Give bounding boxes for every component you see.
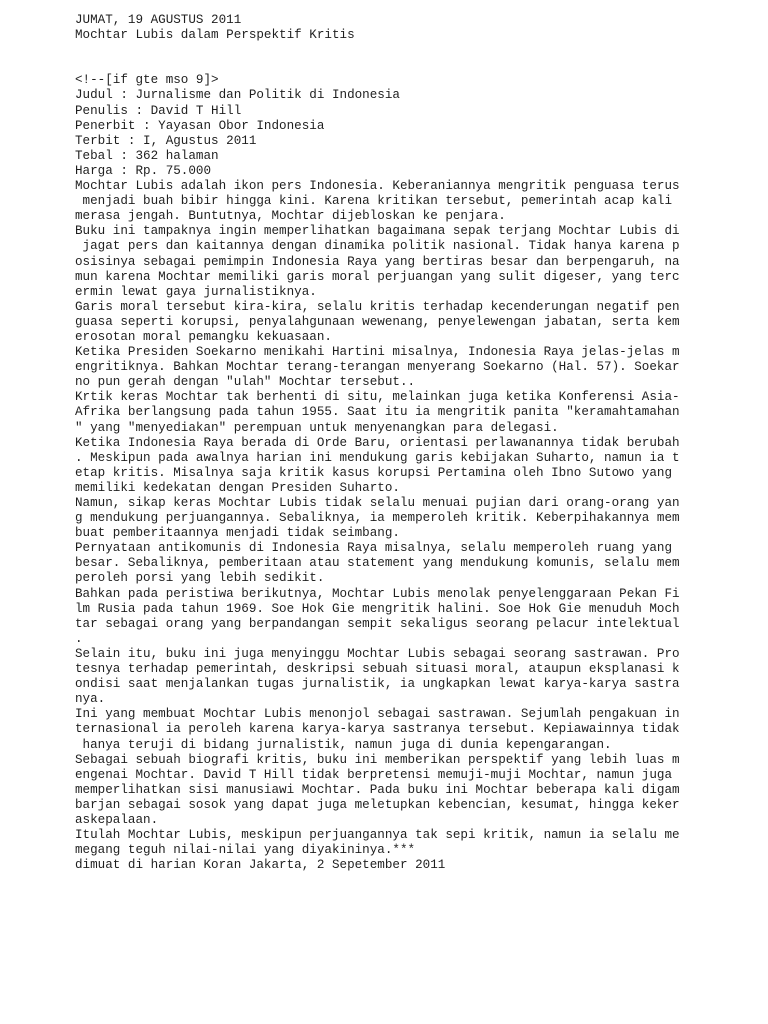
document-line: Itulah Mochtar Lubis, meskipun perjuangannya tak sepi kritik, namun ia selalu me xyxy=(75,828,680,843)
source-note: dimuat di harian Koran Jakarta, 2 Sepetember 2011 xyxy=(75,858,446,873)
document-line: Penulis : David T Hill xyxy=(75,103,242,118)
document-line: osisinya sebagai pemimpin Indonesia Raya yang bertiras besar dan berpengaruh, na xyxy=(75,254,680,269)
document-line: engritiknya. Bahkan Mochtar terang-terangan menyerang Soekarno (Hal. 57). Soekar xyxy=(75,360,680,375)
document-line: Penerbit : Yayasan Obor Indonesia xyxy=(75,118,325,133)
document-line: menjadi buah bibir hingga kini. Karena kritikan tersebut, pemerintah acap kali xyxy=(75,194,673,209)
document-line: Ketika Presiden Soekarno menikahi Hartini misalnya, Indonesia Raya jelas-jelas m xyxy=(75,345,680,360)
document-line: engenai Mochtar. David T Hill tidak berpretensi memuji-muji Mochtar, namun juga xyxy=(75,767,673,782)
document-line: erosotan moral pemangku kekuasaan. xyxy=(75,329,332,344)
document-line: Harga : Rp. 75.000 xyxy=(75,163,212,178)
document-page xyxy=(75,13,755,873)
document-line: <!--[if gte mso 9]> xyxy=(75,73,219,88)
document-line: no pun gerah dengan "ulah" Mochtar tersebut.. xyxy=(75,375,416,390)
document-line: merasa jengah. Buntutnya, Mochtar dijebloskan ke penjara. xyxy=(75,209,506,224)
document-line: Garis moral tersebut kira-kira, selalu kritis terhadap kecenderungan negatif pen xyxy=(75,299,680,314)
document-line: nya. xyxy=(75,692,106,707)
document-line: megang teguh nilai-nilai yang diyakininya.*** xyxy=(75,843,416,858)
document-line: buat pemberitaannya menjadi tidak seimbang. xyxy=(75,526,400,541)
document-line: lm Rusia pada tahun 1969. Soe Hok Gie mengritik halini. Soe Hok Gie menuduh Moch xyxy=(75,601,680,616)
document-line: askepalaan. xyxy=(75,812,159,827)
document-line: besar. Sebaliknya, pemberitaan atau statement yang mendukung komunis, selalu mem xyxy=(75,556,680,571)
document-line: etap kritis. Misalnya saja kritik kasus korupsi Pertamina oleh Ibno Sutowo yang xyxy=(75,465,673,480)
document-line: Judul : Jurnalisme dan Politik di Indonesia xyxy=(75,88,400,103)
document-line xyxy=(75,43,755,58)
document-line: memperlihatkan sisi manusiawi Mochtar. Pada buku ini Mochtar beberapa kali digam xyxy=(75,782,680,797)
document-line: " yang "menyediakan" perempuan untuk menyenangkan para delegasi. xyxy=(75,420,559,435)
document-line: Krtik keras Mochtar tak berhenti di situ, melainkan juga ketika Konferensi Asia- xyxy=(75,390,680,405)
document-line: Pernyataan antikomunis di Indonesia Raya misalnya, selalu memperoleh ruang yang xyxy=(75,541,673,556)
document-line: Sebagai sebuah biografi kritis, buku ini memberikan perspektif yang lebih luas m xyxy=(75,752,680,767)
document-line: hanya teruji di bidang jurnalistik, namun juga di dunia kepengarangan. xyxy=(75,737,612,752)
post-title: Mochtar Lubis dalam Perspektif Kritis xyxy=(75,28,355,43)
document-body xyxy=(75,13,755,873)
document-line: mun karena Mochtar memiliki garis moral perjuangan yang sulit digeser, yang terc xyxy=(75,269,680,284)
post-date: JUMAT, 19 AGUSTUS 2011 xyxy=(75,13,242,27)
document-line: Ketika Indonesia Raya berada di Orde Baru, orientasi perlawanannya tidak berubah xyxy=(75,435,680,450)
document-line: guasa seperti korupsi, penyalahgunaan wewenang, penyelewengan jabatan, serta kem xyxy=(75,314,680,329)
document-line: ondisi saat menjalankan tugas jurnalistik, ia ungkapkan lewat karya-karya sastra xyxy=(75,677,680,692)
document-line: tesnya terhadap pemerintah, deskripsi sebuah situasi moral, ataupun eksplanasi k xyxy=(75,662,680,677)
document-line: Terbit : I, Agustus 2011 xyxy=(75,133,257,148)
document-line: ermin lewat gaya jurnalistiknya. xyxy=(75,284,317,299)
document-line: memiliki kedekatan dengan Presiden Suharto. xyxy=(75,480,400,495)
document-line: tar sebagai orang yang berpandangan sempit sekaligus seorang pelacur intelektual xyxy=(75,616,680,631)
document-line: . xyxy=(75,631,83,646)
document-line: . Meskipun pada awalnya harian ini mendukung garis kebijakan Suharto, namun ia t xyxy=(75,450,680,465)
document-line: peroleh porsi yang lebih sedikit. xyxy=(75,571,325,586)
document-line: jagat pers dan kaitannya dengan dinamika politik nasional. Tidak hanya karena p xyxy=(75,239,680,254)
document-line: Mochtar Lubis adalah ikon pers Indonesia. Keberaniannya mengritik penguasa terus xyxy=(75,179,680,194)
document-line: Namun, sikap keras Mochtar Lubis tidak selalu menuai pujian dari orang-orang yan xyxy=(75,496,680,510)
document-line: Bahkan pada peristiwa berikutnya, Mochtar Lubis menolak penyelenggaraan Pekan Fi xyxy=(75,586,680,601)
document-line xyxy=(75,58,755,73)
document-line: Afrika berlangsung pada tahun 1955. Saat itu ia mengritik panita "keramahtamahan xyxy=(75,405,680,420)
document-line: barjan sebagai sosok yang dapat juga meletupkan kebencian, kesumat, hingga keker xyxy=(75,797,680,812)
document-line: ternasional ia peroleh karena karya-karya sastranya tersebut. Kepiawainnya tidak xyxy=(75,722,680,737)
document-line: g mendukung perjuangannya. Sebaliknya, ia memperoleh kritik. Keberpihakannya mem xyxy=(75,511,680,526)
document-line: Tebal : 362 halaman xyxy=(75,148,219,163)
document-line: Selain itu, buku ini juga menyinggu Mochtar Lubis sebagai seorang sastrawan. Pro xyxy=(75,646,680,661)
document-line: Ini yang membuat Mochtar Lubis menonjol sebagai sastrawan. Sejumlah pengakuan in xyxy=(75,707,680,722)
document-line: Buku ini tampaknya ingin memperlihatkan bagaimana sepak terjang Mochtar Lubis di xyxy=(75,224,680,239)
